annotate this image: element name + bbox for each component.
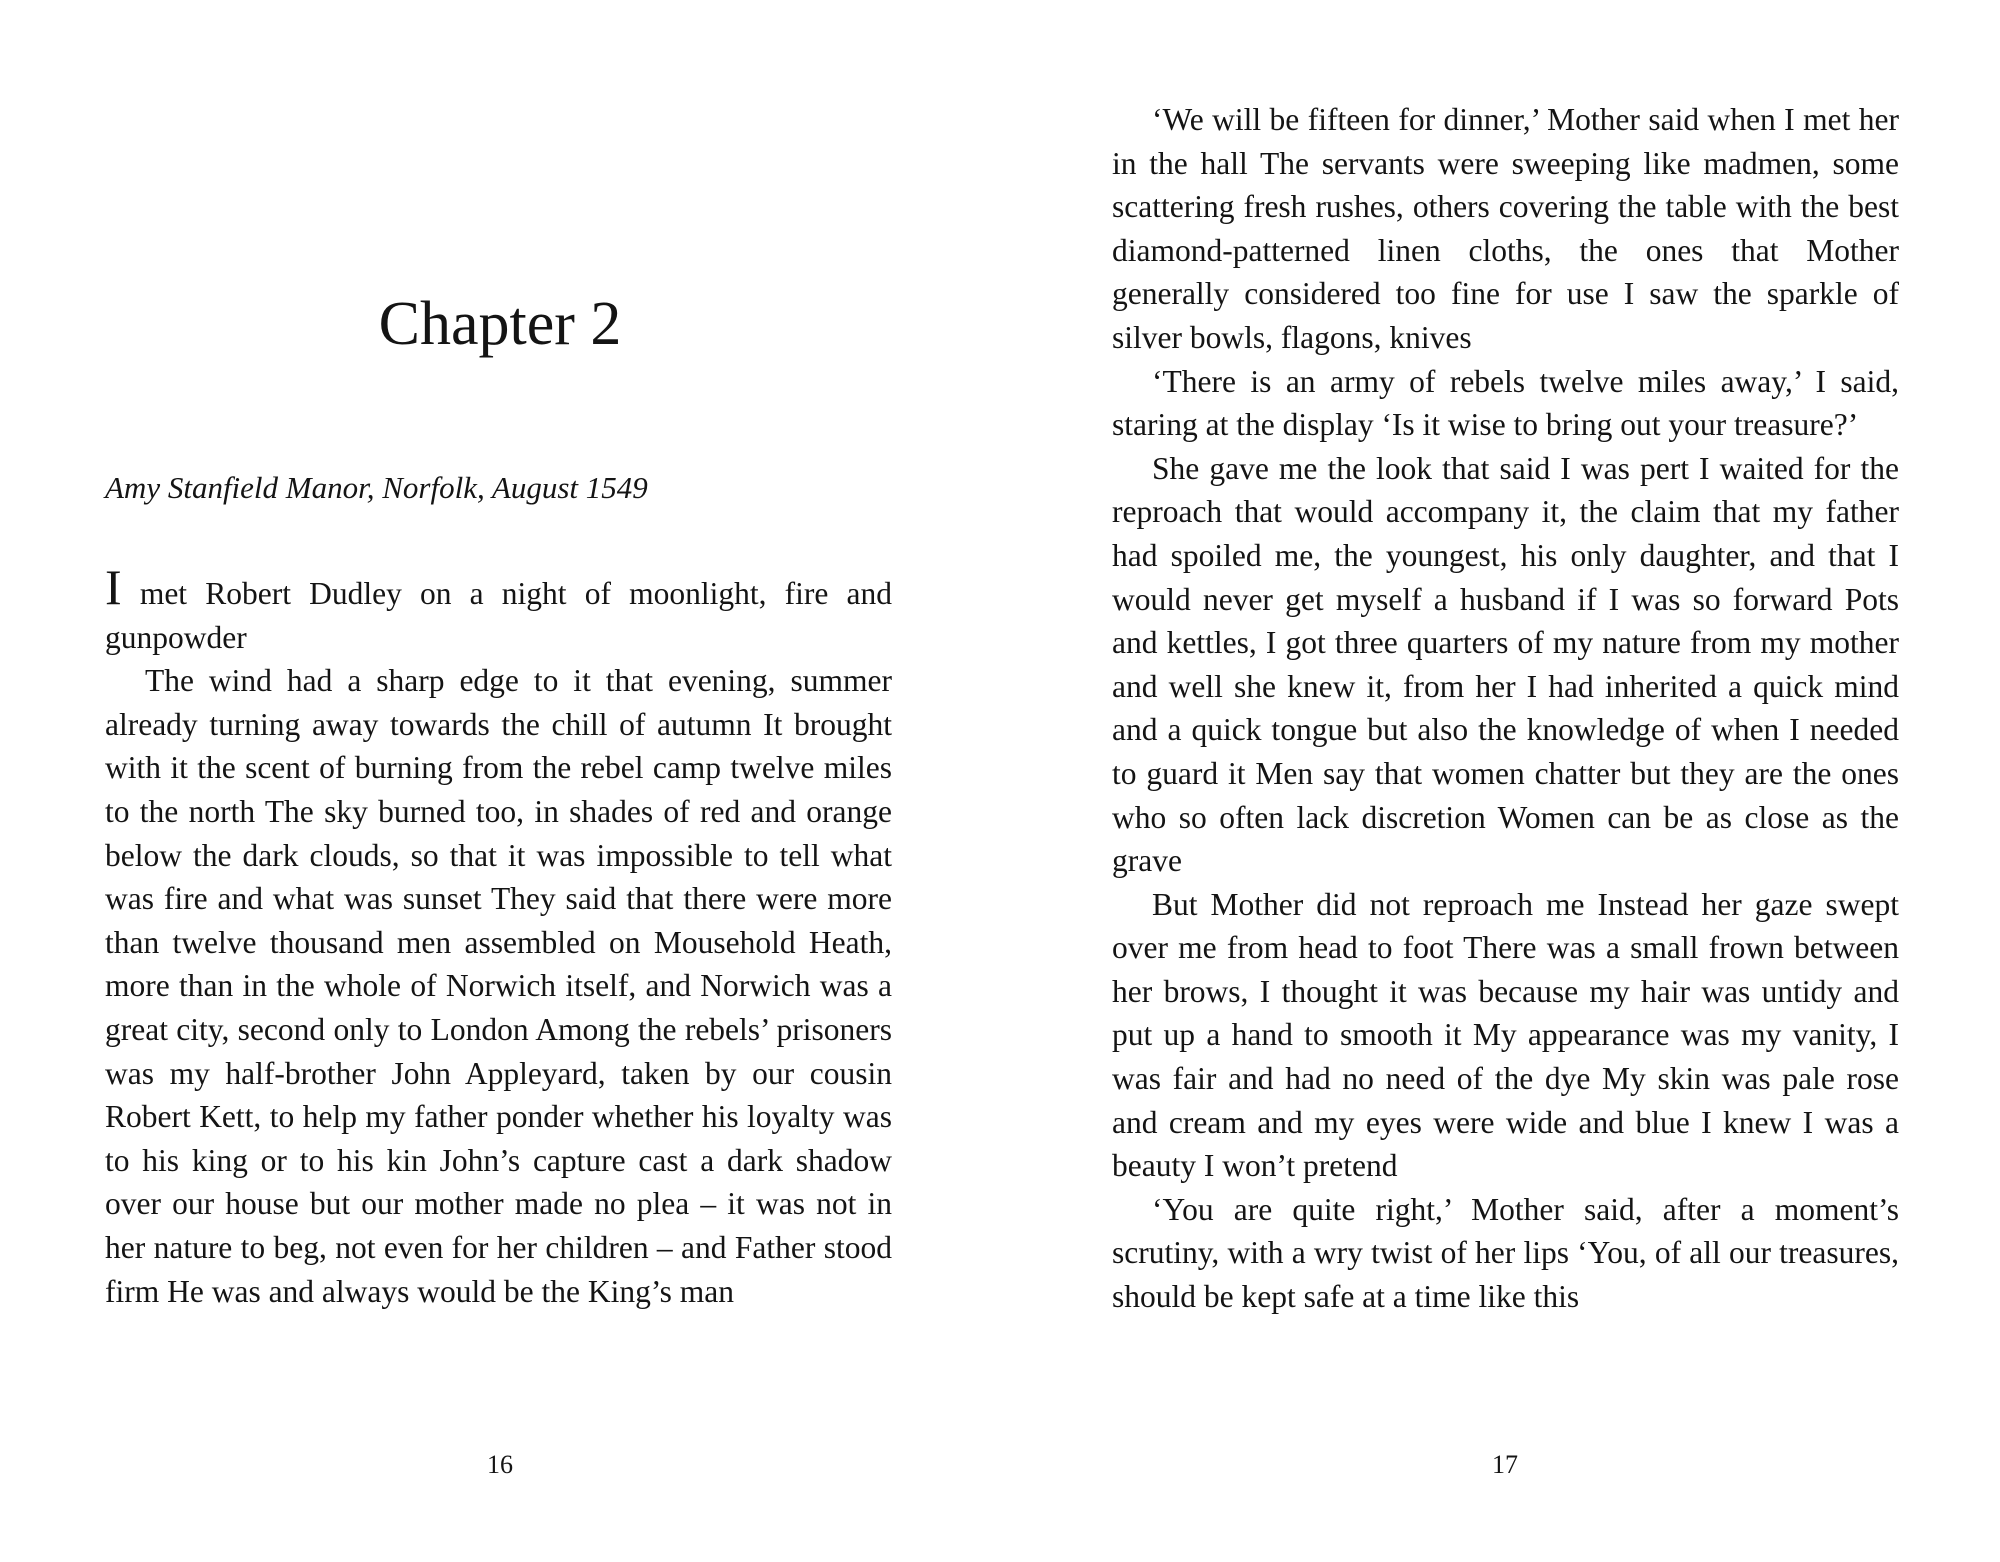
paragraph: ‘There is an army of rebels twelve miles away,’ I said, staring at the display ‘Is it wise to bring out your treasure?’ bbox=[1112, 363, 1899, 443]
chapter-dateline: Amy Stanfield Manor, Norfolk, August 1549 bbox=[105, 470, 648, 505]
page-number-right: 17 bbox=[1492, 1450, 1518, 1479]
left-page-text bbox=[105, 559, 892, 1313]
paragraph: But Mother did not reproach me Instead her gaze swept over me from head to foot There was a small frown between her brows, I thought it was because my hair was untidy and put up a hand to smooth it My appearance was my vanity, I was fair and had no need of the dye My skin was pale rose and cream and my eyes were wide and blue I knew I was a beauty I won’t pretend bbox=[1112, 886, 1899, 1184]
chapter-title: Chapter 2 bbox=[378, 290, 622, 358]
paragraph: She gave me the look that said I was pert I waited for the reproach that would accompany it, the claim that my father had spoiled me, the youngest, his only daughter, and that I would never get myself a husband if I was so forward Pots and kettles, I got three quarters of my nature from my mother and well she knew it, from her I had inherited a quick mind and a quick tongue but also the knowledge of when I needed to guard it Men say that women chatter but they are the ones who so often lack discretion Women can be as close as the grave bbox=[1112, 450, 1899, 879]
paragraph: ‘You are quite right,’ Mother said, after a moment’s scrutiny, with a wry twist of her lips ‘You, of all our treasures, should be kept safe at a time like this bbox=[1112, 1191, 1899, 1315]
drop-cap-initial: I bbox=[105, 559, 122, 615]
right-page-text bbox=[1112, 98, 1899, 1319]
paragraph: ‘We will be fifteen for dinner,’ Mother said when I met her in the hall The servants were sweeping like madmen, some scattering fresh rushes, others covering the table with the best diamond-patterned linen cloths, the ones that Mother generally considered too fine for use I saw the sparkle of silver bowls, flagons, knives bbox=[1112, 102, 1899, 355]
paragraph: The wind had a sharp edge to it that evening, summer already turning away towards the chill of autumn It brought with it the scent of burning from the rebel camp twelve miles to the north The sky burned too, in shades of red and orange below the dark clouds, so that it was impossible to tell what was fire and what was sunset They said that there were more than twelve thousand men assembled on Mousehold Heath, more than in the whole of Norwich itself, and Norwich was a great city, second only to London Among the rebels’ prisoners was my half-brother John Appleyard, taken by our cousin Robert Kett, to help my father ponder whether his loyalty was to his king or to his kin John’s capture cast a dark shadow over our house but our mother made no plea – it was not in her nature to beg, not even for her children – and Father stood firm He was and always would be the King’s man bbox=[105, 663, 892, 1309]
opening-paragraph-text: met Robert Dudley on a night of moonlight, fire and gunpowder bbox=[105, 576, 892, 655]
page-number-left: 16 bbox=[487, 1450, 513, 1479]
opening-paragraph bbox=[105, 559, 892, 659]
right-page bbox=[1000, 0, 2000, 1562]
